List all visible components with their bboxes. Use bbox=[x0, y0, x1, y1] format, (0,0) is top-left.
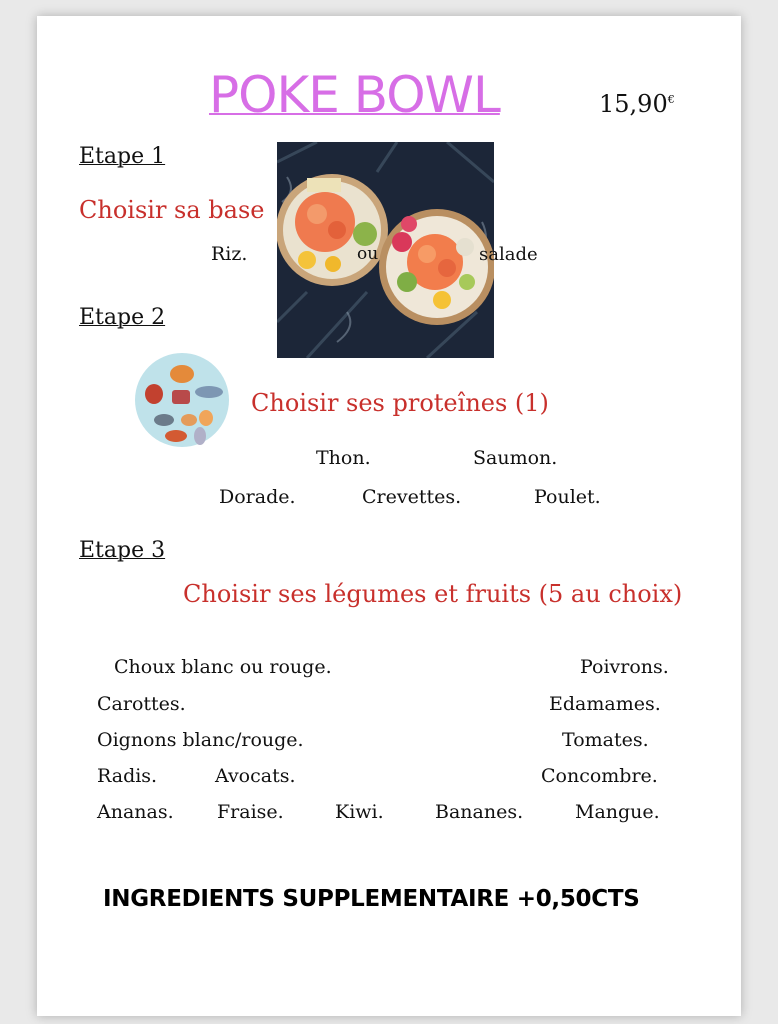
protein-saumon: Saumon. bbox=[473, 447, 558, 469]
veg-avocats: Avocats. bbox=[215, 765, 296, 787]
veg-concombre: Concombre. bbox=[541, 765, 658, 787]
poke-bowl-photo bbox=[277, 142, 494, 358]
seafood-illustration bbox=[134, 352, 231, 449]
veg-carottes: Carottes. bbox=[97, 693, 186, 715]
veg-tomates: Tomates. bbox=[562, 729, 649, 751]
fruit-ananas: Ananas. bbox=[97, 801, 174, 823]
menu-title: POKE BOWL bbox=[209, 66, 500, 124]
fruit-fraise: Fraise. bbox=[217, 801, 284, 823]
price-value: 15,90 bbox=[599, 90, 668, 118]
protein-poulet: Poulet. bbox=[534, 486, 601, 508]
base-option-riz: Riz. bbox=[211, 243, 248, 265]
veg-poivrons: Poivrons. bbox=[580, 656, 669, 678]
protein-dorade: Dorade. bbox=[219, 486, 296, 508]
step1-label: Etape 1 bbox=[79, 144, 166, 169]
step3-instruction: Choisir ses légumes et fruits (5 au choix) bbox=[183, 580, 683, 608]
step3-label: Etape 3 bbox=[79, 538, 166, 563]
menu-page bbox=[37, 16, 741, 1016]
veg-oignons: Oignons blanc/rouge. bbox=[97, 729, 304, 751]
menu-price bbox=[599, 90, 675, 118]
price-currency: € bbox=[667, 93, 675, 106]
fruit-bananes: Bananes. bbox=[435, 801, 524, 823]
step2-label: Etape 2 bbox=[79, 305, 166, 330]
veg-radis: Radis. bbox=[97, 765, 158, 787]
step1-instruction: Choisir sa base bbox=[79, 196, 265, 224]
base-connector: ou bbox=[357, 244, 379, 264]
protein-thon: Thon. bbox=[316, 447, 371, 469]
step2-instruction: Choisir ses proteînes (1) bbox=[251, 389, 549, 417]
veg-edamames: Edamames. bbox=[549, 693, 661, 715]
veg-choux: Choux blanc ou rouge. bbox=[114, 656, 332, 678]
supplement-note: INGREDIENTS SUPPLEMENTAIRE +0,50CTS bbox=[103, 886, 640, 912]
fruit-kiwi: Kiwi. bbox=[335, 801, 384, 823]
protein-crevettes: Crevettes. bbox=[362, 486, 462, 508]
base-option-salade: salade bbox=[479, 244, 538, 265]
fruit-mangue: Mangue. bbox=[575, 801, 660, 823]
